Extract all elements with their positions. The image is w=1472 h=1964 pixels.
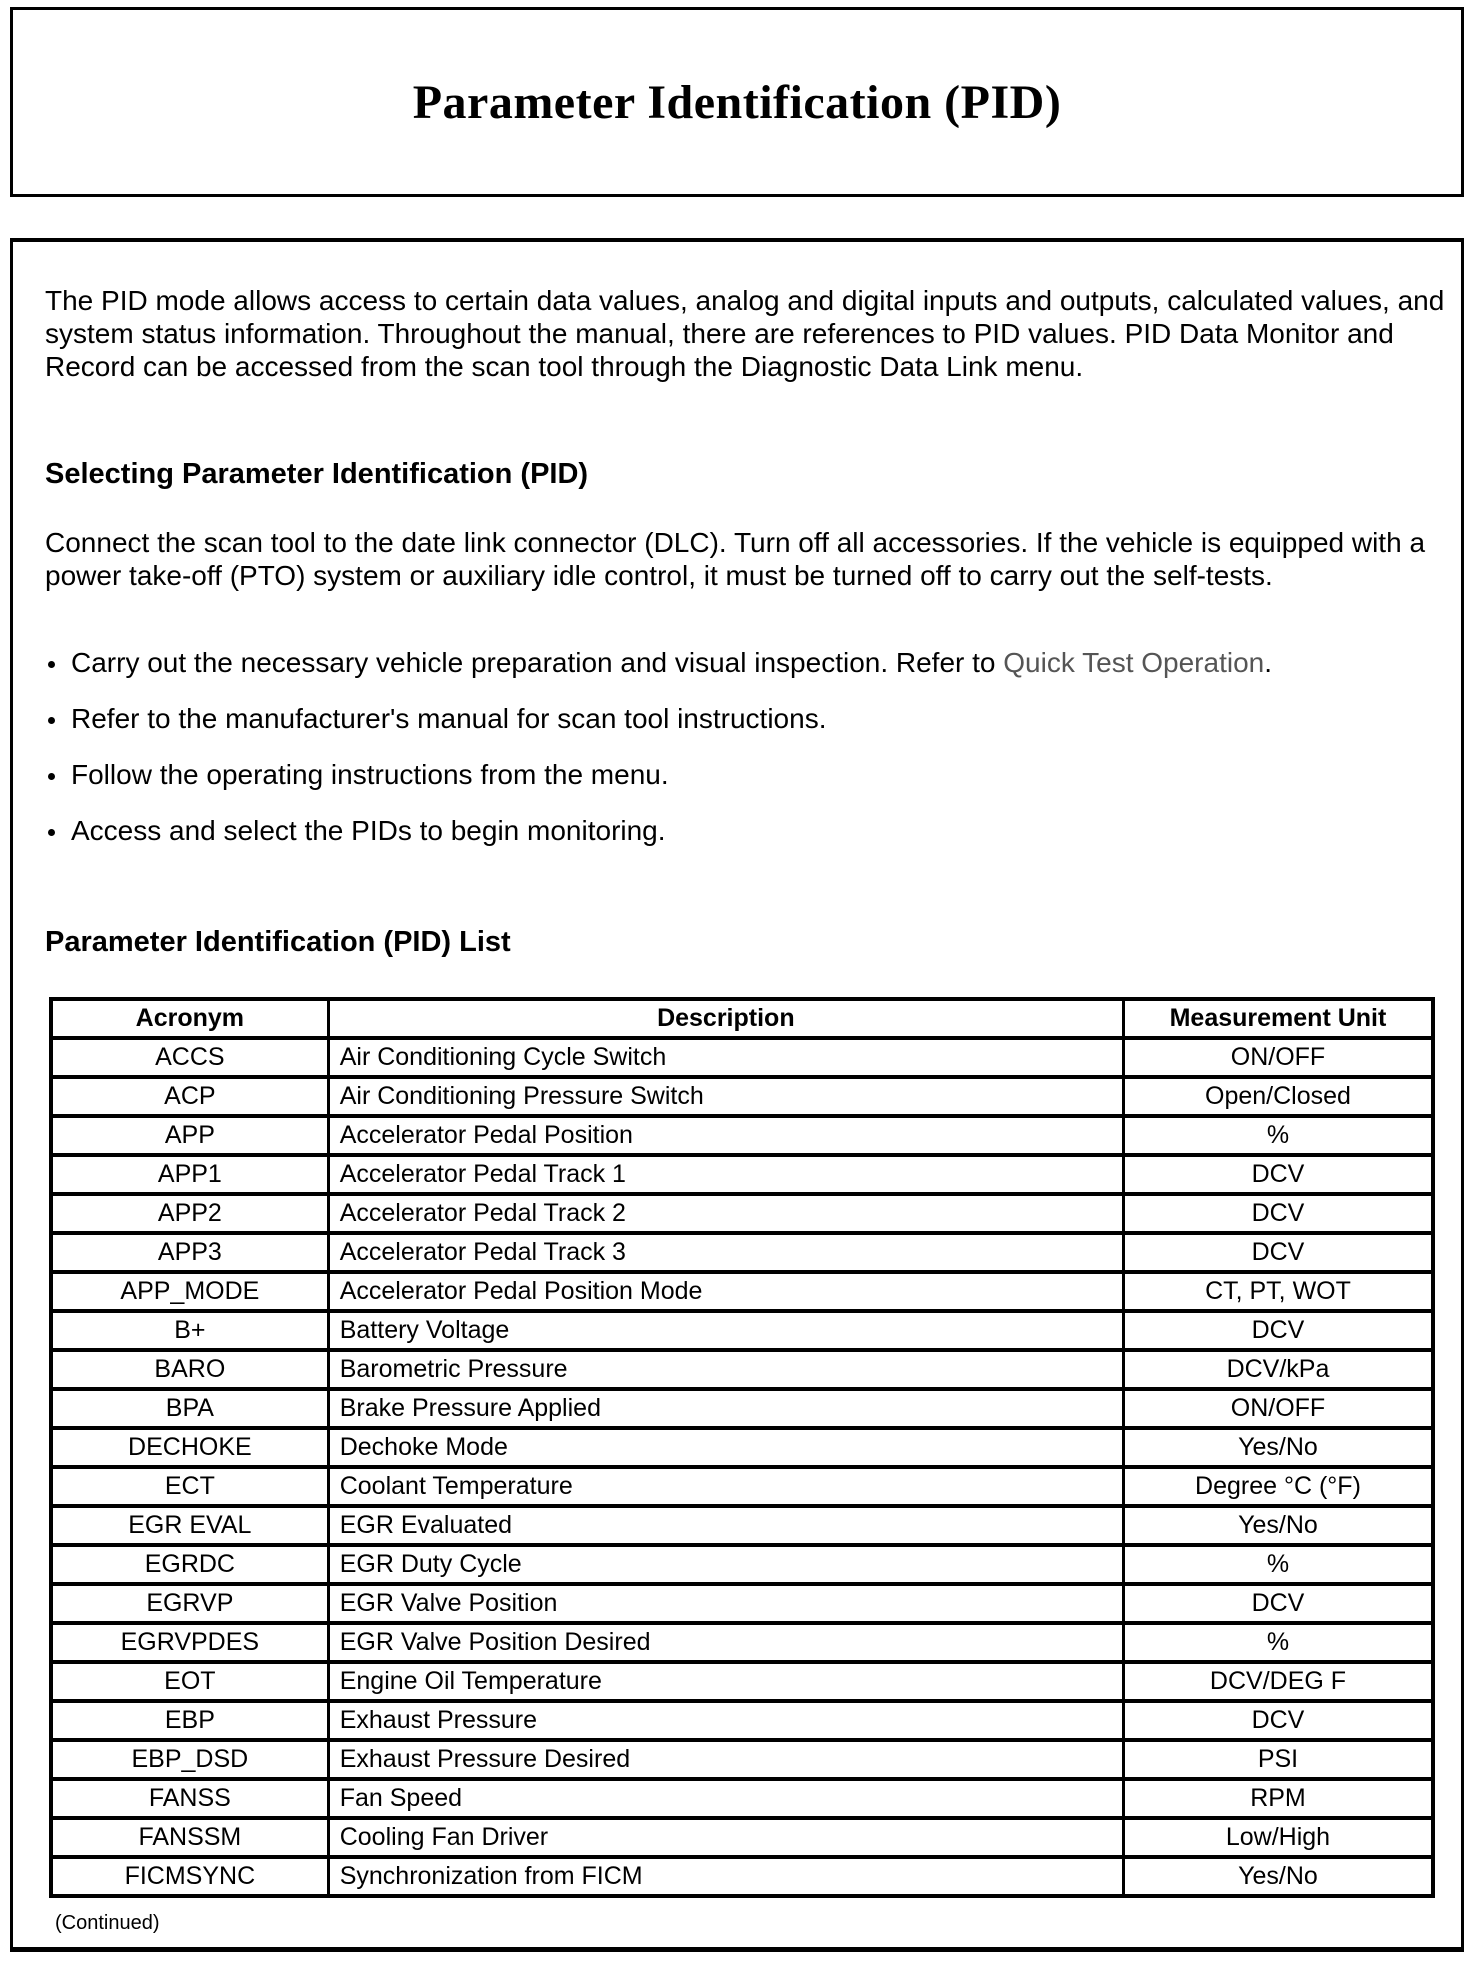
acronym-cell: B+ (51, 1311, 328, 1350)
unit-cell: Low/High (1123, 1818, 1433, 1857)
title-box (10, 7, 1464, 197)
unit-cell: RPM (1123, 1779, 1433, 1818)
description-cell: Engine Oil Temperature (328, 1662, 1123, 1701)
table-row (51, 1350, 1433, 1389)
description-cell: EGR Duty Cycle (328, 1545, 1123, 1584)
column-header-measurement-unit: Measurement Unit (1123, 999, 1433, 1038)
acronym-cell: ACCS (51, 1038, 328, 1077)
acronym-cell: APP1 (51, 1155, 328, 1194)
unit-cell: DCV (1123, 1701, 1433, 1740)
description-cell: Accelerator Pedal Track 2 (328, 1194, 1123, 1233)
acronym-cell: EOT (51, 1662, 328, 1701)
list-item-suffix: . (1264, 647, 1273, 678)
acronym-cell: APP (51, 1116, 328, 1155)
description-cell: Fan Speed (328, 1779, 1123, 1818)
table-row (51, 1311, 1433, 1350)
unit-cell: CT, PT, WOT (1123, 1272, 1433, 1311)
description-cell: Exhaust Pressure (328, 1701, 1123, 1740)
table-row (51, 1662, 1433, 1701)
description-cell: EGR Valve Position (328, 1584, 1123, 1623)
continued-note: (Continued) (55, 1912, 160, 1934)
selecting-pid-heading: Selecting Parameter Identification (PID) (45, 458, 589, 490)
acronym-cell: EGRVPDES (51, 1623, 328, 1662)
acronym-cell: EGRDC (51, 1545, 328, 1584)
acronym-cell: APP3 (51, 1233, 328, 1272)
unit-cell: % (1123, 1545, 1433, 1584)
table-row (51, 1038, 1433, 1077)
intro-paragraph: The PID mode allows access to certain data values, analog and digital inputs and outputs, calculated values, and system status information. Throughout the manual, there are references to PID values. PID Data Monitor and Record can be accessed from the scan tool through the Diagnostic Data Link menu. (45, 285, 1445, 382)
unit-cell: % (1123, 1623, 1433, 1662)
acronym-cell: EGRVP (51, 1584, 328, 1623)
unit-cell: DCV (1123, 1311, 1433, 1350)
connect-paragraph: Connect the scan tool to the date link connector (DLC). Turn off all accessories. If the vehicle is equipped with a power take-off (PTO) system or auxiliary idle control, it must be turned off to carry out the self-tests. (45, 527, 1426, 591)
list-item-text: Carry out the necessary vehicle preparation and visual inspection. Refer to (71, 647, 1004, 678)
table-row (51, 1194, 1433, 1233)
table-row (51, 1116, 1433, 1155)
acronym-cell: APP_MODE (51, 1272, 328, 1311)
unit-cell: % (1123, 1116, 1433, 1155)
list-item (45, 758, 1445, 791)
unit-cell: DCV (1123, 1155, 1433, 1194)
description-cell: Brake Pressure Applied (328, 1389, 1123, 1428)
description-cell: Accelerator Pedal Position (328, 1116, 1123, 1155)
pid-table-body (51, 1038, 1433, 1896)
description-cell: EGR Valve Position Desired (328, 1623, 1123, 1662)
unit-cell: DCV (1123, 1233, 1433, 1272)
table-row (51, 1779, 1433, 1818)
description-cell: Battery Voltage (328, 1311, 1123, 1350)
acronym-cell: EBP_DSD (51, 1740, 328, 1779)
unit-cell: DCV/kPa (1123, 1350, 1433, 1389)
unit-cell: ON/OFF (1123, 1038, 1433, 1077)
description-cell: Synchronization from FICM (328, 1857, 1123, 1896)
pid-list-heading: Parameter Identification (PID) List (45, 926, 511, 958)
table-row (51, 1701, 1433, 1740)
quick-test-operation-link[interactable]: Quick Test Operation (1003, 647, 1265, 678)
table-row (51, 1155, 1433, 1194)
table-row (51, 1545, 1433, 1584)
description-cell: Exhaust Pressure Desired (328, 1740, 1123, 1779)
table-row (51, 1584, 1433, 1623)
unit-cell: ON/OFF (1123, 1389, 1433, 1428)
unit-cell: Degree °C (°F) (1123, 1467, 1433, 1506)
table-row (51, 1428, 1433, 1467)
unit-cell: Yes/No (1123, 1506, 1433, 1545)
table-row (51, 1818, 1433, 1857)
description-cell: EGR Evaluated (328, 1506, 1123, 1545)
table-row (51, 1740, 1433, 1779)
list-item (45, 702, 1445, 735)
acronym-cell: ECT (51, 1467, 328, 1506)
table-row (51, 1272, 1433, 1311)
table-row (51, 1506, 1433, 1545)
column-header-description: Description (328, 999, 1123, 1038)
list-item-text: Access and select the PIDs to begin monitoring. (71, 815, 666, 846)
list-item-text: Follow the operating instructions from the menu. (71, 759, 669, 790)
pid-table (49, 997, 1435, 1898)
table-row (51, 1467, 1433, 1506)
acronym-cell: EGR EVAL (51, 1506, 328, 1545)
column-header-acronym: Acronym (51, 999, 328, 1038)
acronym-cell: FICMSYNC (51, 1857, 328, 1896)
list-item (45, 814, 1445, 847)
description-cell: Air Conditioning Cycle Switch (328, 1038, 1123, 1077)
table-row (51, 1233, 1433, 1272)
list-item (45, 646, 1445, 679)
acronym-cell: BPA (51, 1389, 328, 1428)
table-row (51, 1857, 1433, 1896)
content-box (10, 238, 1464, 1952)
unit-cell: DCV/DEG F (1123, 1662, 1433, 1701)
acronym-cell: ACP (51, 1077, 328, 1116)
unit-cell: DCV (1123, 1584, 1433, 1623)
description-cell: Accelerator Pedal Track 1 (328, 1155, 1123, 1194)
unit-cell: DCV (1123, 1194, 1433, 1233)
description-cell: Air Conditioning Pressure Switch (328, 1077, 1123, 1116)
unit-cell: Yes/No (1123, 1857, 1433, 1896)
description-cell: Barometric Pressure (328, 1350, 1123, 1389)
table-row (51, 1389, 1433, 1428)
description-cell: Coolant Temperature (328, 1467, 1123, 1506)
list-item-text: Refer to the manufacturer's manual for scan tool instructions. (71, 703, 827, 734)
unit-cell: Open/Closed (1123, 1077, 1433, 1116)
acronym-cell: FANSSM (51, 1818, 328, 1857)
acronym-cell: DECHOKE (51, 1428, 328, 1467)
table-row (51, 1623, 1433, 1662)
description-cell: Dechoke Mode (328, 1428, 1123, 1467)
table-header-row (51, 999, 1433, 1038)
acronym-cell: EBP (51, 1701, 328, 1740)
page-title: Parameter Identification (PID) (412, 75, 1062, 129)
unit-cell: Yes/No (1123, 1428, 1433, 1467)
description-cell: Accelerator Pedal Position Mode (328, 1272, 1123, 1311)
acronym-cell: APP2 (51, 1194, 328, 1233)
acronym-cell: FANSS (51, 1779, 328, 1818)
table-row (51, 1077, 1433, 1116)
instruction-list (45, 646, 1445, 847)
description-cell: Cooling Fan Driver (328, 1818, 1123, 1857)
description-cell: Accelerator Pedal Track 3 (328, 1233, 1123, 1272)
acronym-cell: BARO (51, 1350, 328, 1389)
unit-cell: PSI (1123, 1740, 1433, 1779)
